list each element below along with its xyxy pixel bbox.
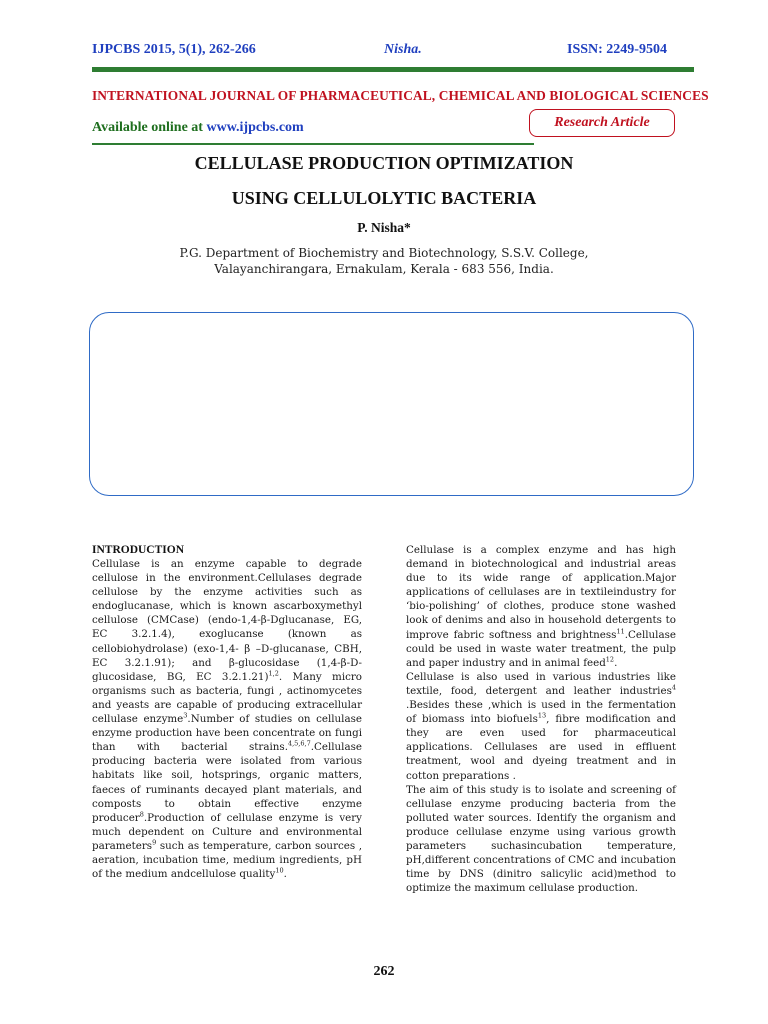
header-issn: ISSN: 2249-9504 bbox=[567, 42, 667, 57]
affiliation-line-2: Valayanchirangara, Ernakulam, Kerala - 683 556, India. bbox=[214, 262, 554, 276]
journal-url-link[interactable]: www.ijpcbs.com bbox=[206, 120, 304, 135]
article-author: P. Nisha* bbox=[357, 220, 411, 235]
paragraph-industries: Cellulase is also used in various industries like textile, food, detergent and leather industries$^4$ .Besides these ,which is used in the fermentation of biomass into biofuels$^{13}$, fibre modification and they are even used for pharmaceutical applications. Cellulases are used in effluent treatment, wool and dyeing treatment and in cotton preparations . bbox=[406, 670, 676, 782]
affiliation-line-1: P.G. Department of Biochemistry and Biotechnology, S.S.V. College, bbox=[179, 246, 589, 260]
header-author: Nisha. bbox=[384, 42, 422, 57]
article-type-badge: Research Article bbox=[529, 109, 675, 137]
header-citation: IJPCBS 2015, 5(1), 262-266 bbox=[92, 42, 256, 57]
body-column-left bbox=[92, 543, 362, 881]
journal-name: INTERNATIONAL JOURNAL OF PHARMACEUTICAL, CHEMICAL AND BIOLOGICAL SCIENCES bbox=[92, 88, 709, 103]
subheader-divider bbox=[92, 143, 534, 145]
intro-paragraph: Cellulase is an enzyme capable to degrade cellulose in the environment.Cellulases degrade cellulose by the enzyme activities such as endoglucanase, which is known ascarboxymethyl cellulose (CMCase) (endo-1,4-β-Dglucanase, EG, EC 3.2.1.4), exoglucanse (known as cellobiohydrolase) (exo-1,4- β –D-glucanase, CBH, EC 3.2.1.91); and β-glucosidase (1,4-β-D-glucosidase, BG, EC 3.2.1.21)$^{1,2}$. Many micro organisms such as bacteria, fungi , actinomycetes and yeasts are capable of producing extracellular cellulase enzyme$^3$.Number of studies on cellulase enzyme production have been concentrate on fungi than with bacterial strains.$^{4,5,6,7}$.Cellulase producing bacteria were isolated from various habitats like soil, hotsprings, organic matters, faeces of ruminants decayed plant materials, and composts to obtain effective enzyme producer$^8$.Production of cellulase enzyme is very much dependent on Culture and environmental parameters$^9$ such as temperature, carbon sources , aeration, incubation time, medium ingredients, pH of the medium andcellulose quality$^{10}$. bbox=[92, 558, 362, 881]
section-heading-introduction: INTRODUCTION bbox=[92, 544, 185, 556]
available-online bbox=[92, 120, 304, 136]
available-label: Available online at bbox=[92, 120, 203, 135]
body-column-right bbox=[406, 543, 676, 895]
page-number: 262 bbox=[373, 964, 395, 979]
abstract-box bbox=[89, 312, 694, 496]
paragraph-applications: Cellulase is a complex enzyme and has high demand in biotechnological and industrial areas due to its wide range of application.Major applications of cellulases are in textileindustry for ‘bio-polishing’ of clothes, produce stone washed look of denims and also in household detergents to improve fabric softness and brightness$^{11}$.Cellulase could be used in waste water treatment, the pulp and paper industry and in animal feed$^{12}$. bbox=[406, 544, 676, 669]
article-title-line-1: CELLULASE PRODUCTION OPTIMIZATION bbox=[194, 153, 574, 173]
article-title-line-2: USING CELLULOLYTIC BACTERIA bbox=[231, 188, 537, 208]
header-divider bbox=[92, 67, 694, 72]
paragraph-aim: The aim of this study is to isolate and screening of cellulase enzyme producing bacteria from the polluted water sources. Identify the organism and produce cellulase enzyme using various growth parameters suchasincubation temperature, pH,different concentrations of CMC and incubation time by DNS (dinitro salicylic acid)method to optimize the maximum cellulase production. bbox=[406, 783, 676, 895]
